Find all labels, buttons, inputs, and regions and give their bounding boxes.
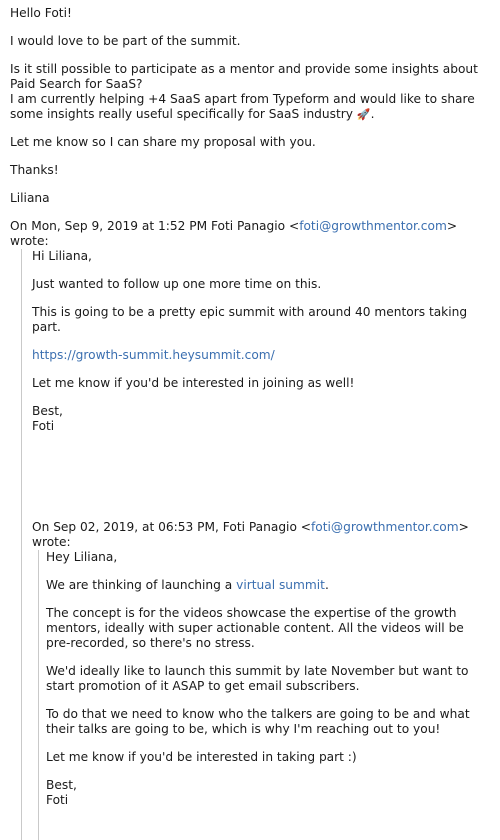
quote1-p2: This is going to be a pretty epic summit with around 40 mentors taking part.	[32, 305, 468, 334]
reply-line-2b	[10, 92, 490, 122]
quote1-p1: Just wanted to follow up one more time on this.	[32, 277, 322, 291]
quote1-header	[10, 219, 490, 249]
quote2-p1-pre: We are thinking of launching a	[46, 578, 237, 592]
quote2-p1	[46, 578, 479, 593]
quote2-header-post: > wrote:	[32, 520, 469, 549]
quote1-block	[21, 249, 479, 840]
reply-thanks: Thanks!	[10, 163, 59, 177]
reply-line-1: I would love to be part of the summit.	[10, 34, 241, 48]
summit-link[interactable]: https://growth-summit.heysummit.com/	[32, 348, 275, 362]
quote1-greeting: Hi Liliana,	[32, 249, 92, 263]
quote2-p1-post: .	[324, 578, 329, 592]
reply-line-2a: Is it still possible to participate as a mentor and provide some insights about Paid Search for SaaS?	[10, 62, 478, 91]
quote1-email-link[interactable]: foti@growthmentor.com	[299, 219, 447, 233]
rocket-icon: 🚀	[356, 108, 371, 121]
reply-line-2b-text: I am currently helping +4 SaaS apart from Typeform and would like to share some insights really useful specifically for SaaS industry	[10, 92, 475, 121]
quote1-closing: Best,	[32, 404, 63, 418]
quote2-header	[32, 520, 479, 550]
quote2-block	[38, 550, 479, 840]
reply-line-3: Let me know so I can share my proposal with you.	[10, 135, 316, 149]
quote1-header-post: > wrote:	[10, 219, 458, 248]
quote1-header-pre: On Mon, Sep 9, 2019 at 1:52 PM Foti Panagio <	[10, 219, 300, 233]
quote2-p2: The concept is for the videos showcase the expertise of the growth mentors, ideally with super actionable content. All the videos will be pre-recorded, so there's no stress.	[46, 606, 464, 650]
reply-line-2c: .	[370, 107, 375, 121]
quote2-p3: We'd ideally like to launch this summit by late November but want to start promotion of it ASAP to get email subscribers.	[46, 664, 469, 693]
quote2-email-link[interactable]: foti@growthmentor.com	[311, 520, 459, 534]
quote1-signature: Foti	[32, 419, 55, 433]
reply-signature: Liliana	[10, 191, 50, 205]
quote2-p4: To do that we need to know who the talkers are going to be and what their talks are going to be, which is why I'm reaching out to you!	[46, 707, 470, 736]
quote2-header-pre: On Sep 02, 2019, at 06:53 PM, Foti Panagio <	[32, 520, 311, 534]
quote2-greeting: Hey Liliana,	[46, 550, 118, 564]
reply-greeting: Hello Foti!	[10, 6, 72, 20]
quote2-p5: Let me know if you'd be interested in taking part :)	[46, 750, 357, 764]
quote1-p3: Let me know if you'd be interested in joining as well!	[32, 376, 355, 390]
virtual-summit-link[interactable]: virtual summit	[236, 578, 325, 592]
quote2-signature: Foti	[46, 793, 69, 807]
quote2-closing: Best,	[46, 778, 77, 792]
